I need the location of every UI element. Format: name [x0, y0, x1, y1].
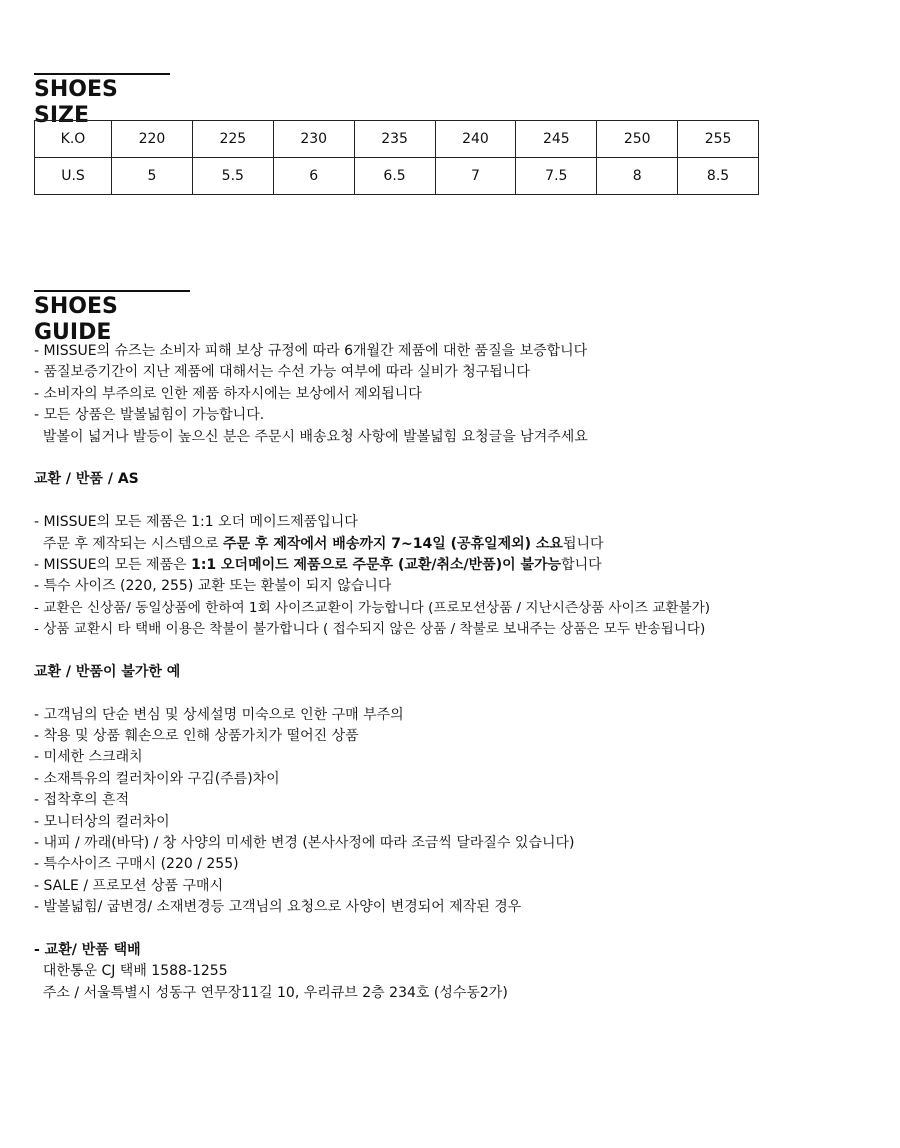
exchange-heading: 교환 / 반품 / AS — [34, 471, 139, 488]
list-item: - 소재특유의 컬러차이와 구김(주름)차이 — [34, 770, 280, 787]
table-cell: 255 — [678, 121, 759, 158]
table-cell: 7 — [435, 158, 516, 195]
table-cell: 245 — [516, 121, 597, 158]
guide-line: - MISSUE의 모든 제품은 1:1 오더 메이드제품입니다 — [34, 514, 358, 531]
guide-line — [34, 555, 884, 576]
line-emphasis: 주문 후 제작에서 배송까지 7~14일 (공휴일제외) 소요 — [223, 535, 563, 552]
line-text: 됩니다 — [562, 535, 604, 552]
line-text: 합니다 — [561, 556, 602, 573]
list-item: - 미세한 스크래치 — [34, 749, 143, 766]
table-cell: 6.5 — [354, 158, 435, 195]
table-cell: 250 — [597, 121, 678, 158]
guide-body — [34, 341, 884, 1004]
line-text: - MISSUE의 모든 제품은 — [34, 556, 192, 573]
list-item: - 고객님의 단순 변심 및 상세설명 미숙으로 인한 구매 부주의 — [34, 706, 404, 723]
guide-line — [34, 534, 884, 555]
table-cell: 5.5 — [192, 158, 273, 195]
list-item: - 특수사이즈 구매시 (220 / 255) — [34, 856, 239, 873]
list-item: - SALE / 프로모션 상품 구매시 — [34, 877, 224, 894]
guide-line: 발볼이 넓거나 발등이 높으신 분은 주문시 배송요청 사항에 발볼넓힘 요청글을 남겨주세요 — [34, 428, 588, 445]
shoes-size-title: SHOES SIZE — [34, 73, 170, 129]
line-text: 주문 후 제작되는 시스템으로 — [34, 535, 223, 552]
guide-line: - 모든 상품은 발볼넓힘이 가능합니다. — [34, 407, 265, 424]
address-info: 주소 / 서울특별시 성동구 연무장11길 10, 우리큐브 2층 234호 (성수동2가) — [34, 984, 508, 1001]
list-item: - 접착후의 흔적 — [34, 792, 130, 809]
delivery-heading: - 교환/ 반품 택배 — [34, 941, 141, 958]
not-allowed-heading: 교환 / 반품이 불가한 예 — [34, 663, 181, 680]
guide-line: - 상품 교환시 타 택배 이용은 착불이 불가합니다 ( 접수되지 않은 상품 / 착불로 보내주는 상품은 모두 반송됩니다) — [34, 621, 706, 638]
table-cell: 8 — [597, 158, 678, 195]
table-cell: 225 — [192, 121, 273, 158]
table-cell: 7.5 — [516, 158, 597, 195]
list-item: - 착용 및 상품 훼손으로 인해 상품가치가 떨어진 상품 — [34, 728, 359, 745]
courier-info: 대한통운 CJ 택배 1588-1255 — [34, 963, 228, 980]
table-row-ko — [35, 121, 759, 158]
table-cell: 8.5 — [678, 158, 759, 195]
guide-line: - 교환은 신상품/ 동일상품에 한하여 1회 사이즈교환이 가능합니다 (프로모션상품 / 지난시즌상품 사이즈 교환불가) — [34, 599, 711, 616]
row-label: K.O — [35, 121, 112, 158]
table-cell: 220 — [112, 121, 193, 158]
guide-line: - 품질보증기간이 지난 제품에 대해서는 수선 가능 여부에 따라 실비가 청구됩니다 — [34, 364, 530, 381]
row-label: U.S — [35, 158, 112, 195]
list-item: - 발볼넓힘/ 굽변경/ 소재변경등 고객님의 요청으로 사양이 변경되어 제작된 경우 — [34, 899, 522, 916]
line-emphasis: 1:1 오더메이드 제품으로 주문후 (교환/취소/반품)이 불가능 — [191, 556, 562, 573]
table-cell: 6 — [273, 158, 354, 195]
table-cell: 235 — [354, 121, 435, 158]
table-cell: 230 — [273, 121, 354, 158]
shoes-guide-title: SHOES GUIDE — [34, 290, 190, 346]
guide-line: - 소비자의 부주의로 인한 제품 하자시에는 보상에서 제외됩니다 — [34, 385, 422, 402]
size-table — [34, 120, 759, 195]
table-cell: 240 — [435, 121, 516, 158]
table-cell: 5 — [112, 158, 193, 195]
guide-line: - 특수 사이즈 (220, 255) 교환 또는 환불이 되지 않습니다 — [34, 578, 392, 595]
list-item: - 모니터상의 컬러차이 — [34, 813, 170, 830]
table-row-us — [35, 158, 759, 195]
guide-line: - MISSUE의 슈즈는 소비자 피해 보상 규정에 따라 6개월간 제품에 대한 품질을 보증합니다 — [34, 343, 588, 359]
list-item: - 내피 / 까래(바닥) / 창 사양의 미세한 변경 (본사사정에 따라 조금씩 달라질수 있습니다) — [34, 834, 575, 851]
